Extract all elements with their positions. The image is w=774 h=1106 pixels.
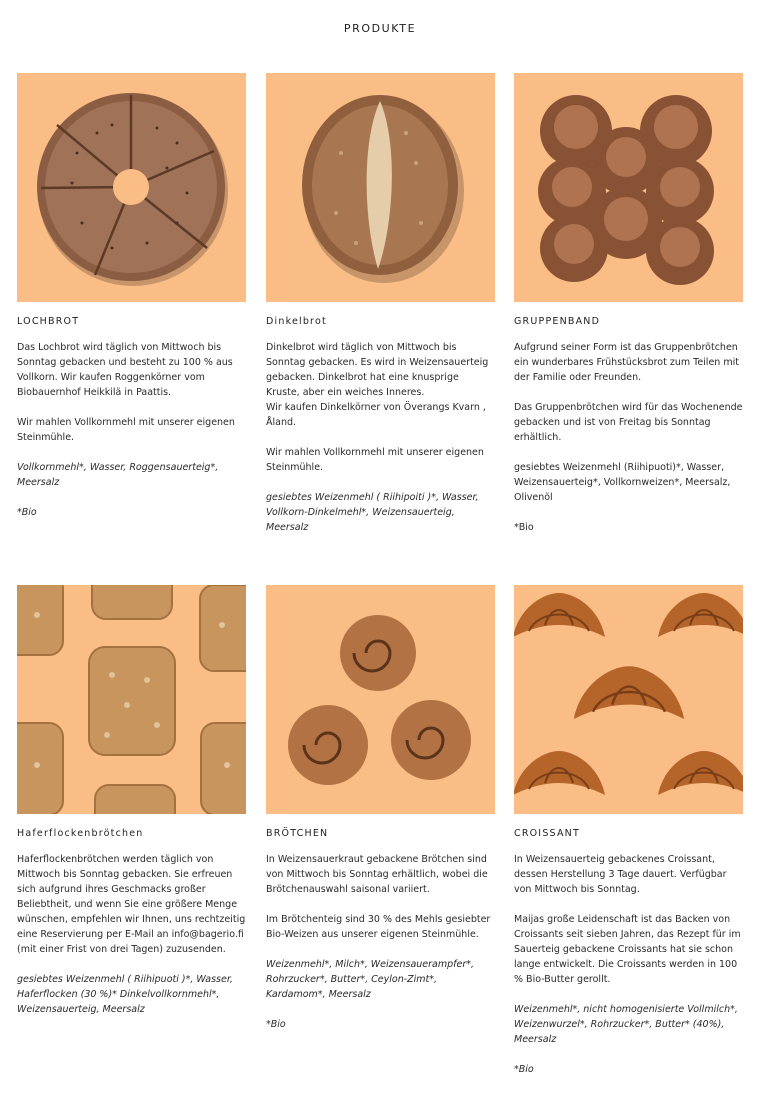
product-name: LOCHBROT xyxy=(17,316,80,327)
product-card-lochbrot xyxy=(17,73,246,535)
product-name: CROISSANT xyxy=(514,828,580,839)
product-description xyxy=(17,852,246,1017)
description-paragraph: Maijas große Leidenschaft ist das Backen von Croissants seit sieben Jahren, das Rezept für im Sauerteig gebackene Croissants hat sie schon lange entwickelt. Die Croissants werden in 100 % Bio-Butter gerollt. xyxy=(514,914,741,985)
broetchen-image[interactable] xyxy=(266,585,495,814)
gruppenband-image[interactable] xyxy=(514,73,743,302)
product-name: Haferflockenbrötchen xyxy=(17,828,144,839)
description-paragraph: Wir mahlen Vollkornmehl mit unserer eigenen Steinmühle. xyxy=(266,447,484,473)
description-paragraph: Dinkelbrot wird täglich von Mittwoch bis Sonntag gebacken. Es wird in Weizensauerteig gebacken. Dinkelbrot hat eine knusprige Kruste, aber ein weiches Inneres. Wir kaufen Dinkelkörner von Överangs Kvarn , Åland. xyxy=(266,342,489,428)
product-name: GRUPPENBAND xyxy=(514,316,601,327)
ingredients-text: Weizenmehl*, Milch*, Weizensauerampfer*, Rohrzucker*, Butter*, Ceylon-Zimt*, Kardamom*, Meersalz xyxy=(266,959,475,1000)
bio-note: *Bio xyxy=(266,1019,286,1030)
description-paragraph: Das Lochbrot wird täglich von Mittwoch bis Sonntag gebacken und besteht zu 100 % aus Vollkorn. Wir kaufen Roggenkörner vom Biobauernhof Heikkilä in Paattis. xyxy=(17,342,233,398)
description-paragraph: Im Brötchenteig sind 30 % des Mehls gesiebter Bio-Weizen aus unserer eigenen Steinmühle. xyxy=(266,914,491,940)
description-paragraph: Haferflockenbrötchen werden täglich von Mittwoch bis Sonntag gebacken. Sie erfreuen sich aufgrund ihres Geschmacks großer Beliebtheit, und wenn Sie eine größere Menge wünschen, empfehlen wir Ihnen, uns rechtzeitig eine Reservierung per E-Mail an info@bagerio.fi (mit einer Frist von drei Tagen) zuzusenden. xyxy=(17,854,246,955)
description-paragraph: Aufgrund seiner Form ist das Gruppenbrötchen ein wunderbares Frühstücksbrot zum Teilen mit der Familie oder Freunden. xyxy=(514,342,739,383)
description-paragraph: Wir mahlen Vollkornmehl mit unserer eigenen Steinmühle. xyxy=(17,417,235,443)
bio-note: *Bio xyxy=(514,522,534,533)
product-card-dinkelbrot xyxy=(266,73,495,550)
ingredients-text: gesiebtes Weizenmehl ( Riihipuoti )*, Wasser, Haferflocken (30 %)* Dinkelvollkornmehl*, Weizensauerteig, Meersalz xyxy=(17,974,233,1015)
croissant-image[interactable] xyxy=(514,585,743,814)
product-description xyxy=(514,340,743,535)
product-card-gruppenband xyxy=(514,73,743,550)
ingredients-text: Vollkornmehl*, Wasser, Roggensauerteig*, Meersalz xyxy=(17,462,219,488)
page-title: PRODUKTE xyxy=(343,22,417,35)
description-paragraph: In Weizensauerteig gebackenes Croissant, dessen Herstellung 3 Tage dauert. Verfügbar von Mittwoch bis Sonntag. xyxy=(514,854,727,895)
product-name: BRÖTCHEN xyxy=(266,828,329,839)
product-card-haferflockenbroetchen xyxy=(17,585,246,1032)
product-description xyxy=(266,340,495,535)
product-description xyxy=(17,340,246,520)
product-description xyxy=(266,852,495,1032)
ingredients-text: gesiebtes Weizenmehl (Riihipuoti)*, Wasser, Weizensauerteig*, Vollkornweizen*, Meersalz, Olivenöl xyxy=(514,462,731,503)
description-paragraph: Das Gruppenbrötchen wird für das Wochenende gebacken und ist von Freitag bis Sonntag erhältlich. xyxy=(514,402,743,443)
product-description xyxy=(514,852,743,1077)
haferflockenbroetchen-image[interactable] xyxy=(17,585,246,814)
ingredients-text: gesiebtes Weizenmehl ( Riihipoiti )*, Wasser, Vollkorn-Dinkelmehl*, Weizensauerteig, Meersalz xyxy=(266,492,479,533)
product-card-croissant xyxy=(514,585,743,1092)
bio-note: *Bio xyxy=(514,1064,534,1075)
product-card-broetchen xyxy=(266,585,495,1047)
dinkelbrot-image[interactable] xyxy=(266,73,495,302)
product-name: Dinkelbrot xyxy=(266,316,327,327)
lochbrot-image[interactable] xyxy=(17,73,246,302)
ingredients-text: Weizenmehl*, nicht homogenisierte Vollmilch*, Weizenwurzel*, Rohrzucker*, Butter* (40%), Meersalz xyxy=(514,1004,738,1045)
description-paragraph: In Weizensauerkraut gebackene Brötchen sind von Mittwoch bis Sonntag erhältlich, wobei die Brötchenauswahl saisonal variiert. xyxy=(266,854,488,895)
bio-note: *Bio xyxy=(17,507,37,518)
